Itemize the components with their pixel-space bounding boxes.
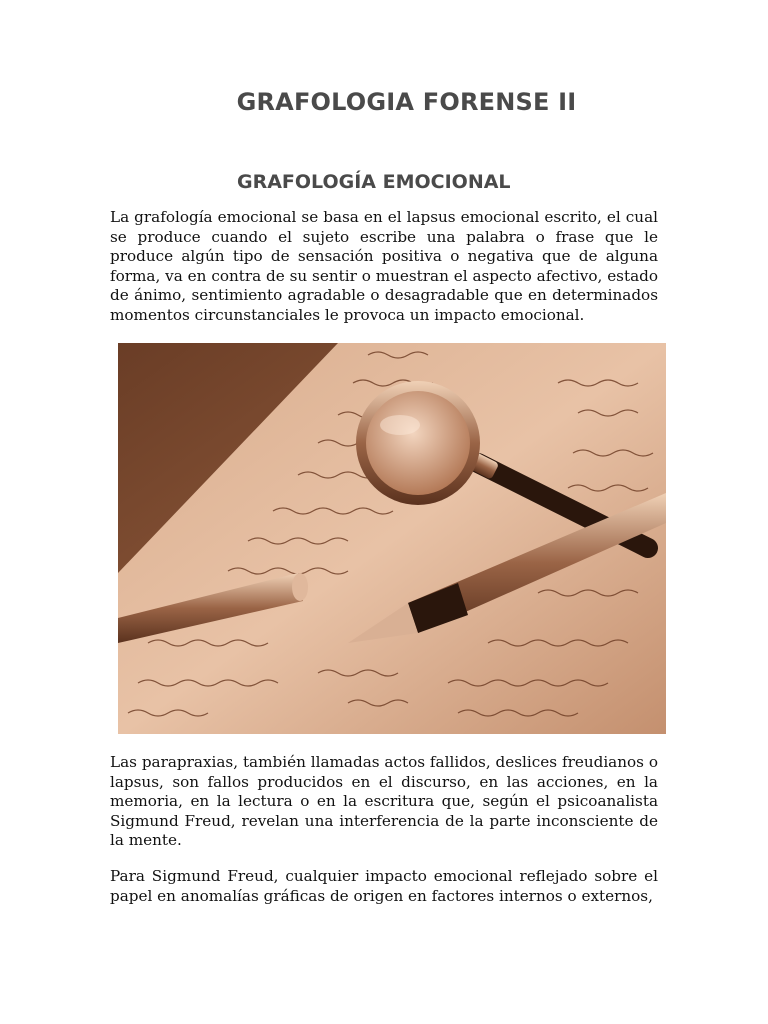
sepia-photo-magnifier-pen <box>118 343 666 734</box>
paragraph-freud: Para Sigmund Freud, cualquier impacto emocional reflejado sobre el papel en anomalías gráficas de origen en factores internos o externos, <box>110 867 658 905</box>
paragraph-parapraxias: Las parapraxias, también llamadas actos fallidos, deslices freudianos o lapsus, son fallos producidos en el discurso, en las acciones, en la memoria, en la lectura o en la escritura que, según el psicoanalista Sigmund Freud, revelan una interferencia de la parte inconsciente de la mente. <box>110 753 658 850</box>
document-title: GRAFOLOGIA FORENSE II <box>236 88 577 116</box>
paragraph-intro: La grafología emocional se basa en el lapsus emocional escrito, el cual se produce cuando el sujeto escribe una palabra o frase que le produce algún tipo de sensación positiva o negativa que de alguna forma, va en contra de su sentir o muestran el aspecto afectivo, estado de ánimo, sentimiento agradable o desagradable que en determinados momentos circunstanciales le provoca un impacto emocional. <box>110 208 658 324</box>
section-title: GRAFOLOGÍA EMOCIONAL <box>237 171 511 193</box>
